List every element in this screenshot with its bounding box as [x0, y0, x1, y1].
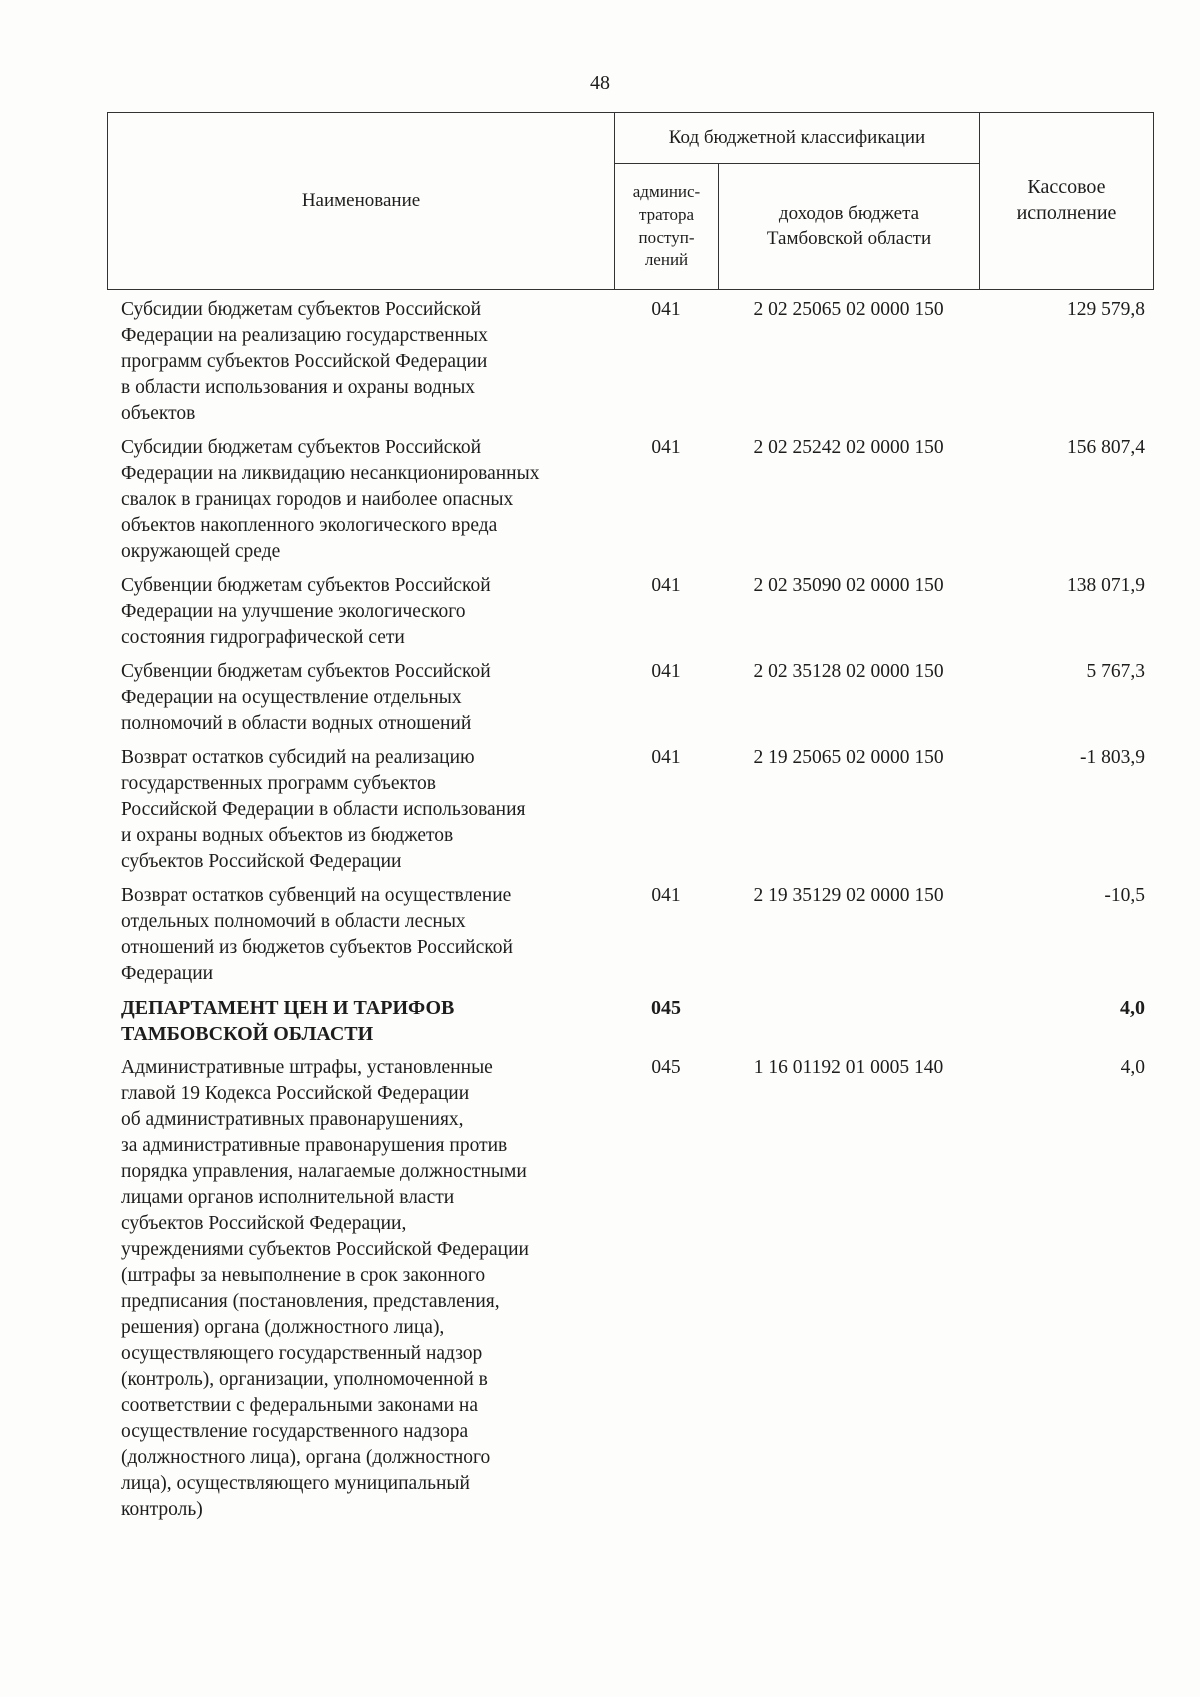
row-income-code: 2 02 25065 02 0000 150 [753, 299, 944, 320]
header-code-group [615, 113, 980, 164]
row-name: Субвенции бюджетам субъектов Российской Федерации на улучшение экологического состояния гидрографической сети [121, 575, 491, 648]
row-name: Административные штрафы, установленные главой 19 Кодекса Российской Федерации об административных правонарушениях, за административные правонарушения против порядка управления, налагаемые должностными лицами органов исполнительной власти субъектов Российской Федерации, учреждениями субъектов Российской Федерации (штрафы за невыполнение в срок законного предписания (постановления, представления, решения) органа (должностного лица), осуществляющего государственный надзор (контроль), организации, уполномоченной в соответствии с федеральными законами на осуществление государственного надзора (должностного лица), органа (должностного лица), осуществляющего муниципальный контроль) [121, 1057, 529, 1520]
row-admin-code: 041 [651, 661, 681, 682]
row-amount: -1 803,9 [1080, 747, 1145, 768]
table-row [107, 297, 1153, 435]
row-admin-code: 045 [651, 1057, 681, 1078]
row-name: Возврат остатков субвенций на осуществление отдельных полномочий в области лесных отношений из бюджетов субъектов Российской Федерации [121, 885, 513, 984]
table-row [107, 573, 1153, 659]
row-name: Возврат остатков субсидий на реализацию государственных программ субъектов Российской Федерации в области использования и охраны водных объектов из бюджетов субъектов Российской Федерации [121, 747, 526, 872]
header-execution-text: Кассовое исполнение [1016, 176, 1117, 224]
header-admin-text: админис- тратора поступ- лений [632, 181, 701, 270]
row-income-code: 2 02 35090 02 0000 150 [753, 575, 944, 596]
row-admin-code: 041 [651, 747, 681, 768]
header-income [719, 164, 980, 290]
row-amount: 138 071,9 [1067, 575, 1145, 596]
row-name: Субвенции бюджетам субъектов Российской Федерации на осуществление отдельных полномочий в области водных отношений [121, 661, 491, 734]
row-amount: 4,0 [1120, 1057, 1145, 1078]
table-body [107, 297, 1153, 1531]
row-amount: 5 767,3 [1086, 661, 1145, 682]
budget-table [107, 112, 1153, 1531]
row-amount: 129 579,8 [1067, 299, 1145, 320]
row-income-code: 2 02 35128 02 0000 150 [753, 661, 944, 682]
department-admin-code: 045 [651, 997, 681, 1019]
header-execution [980, 113, 1154, 290]
row-amount: 156 807,4 [1067, 437, 1145, 458]
row-amount: -10,5 [1104, 885, 1145, 906]
row-admin-code: 041 [651, 299, 681, 320]
row-admin-code: 041 [651, 437, 681, 458]
row-name: Субсидии бюджетам субъектов Российской Федерации на ликвидацию несанкционированных свалок в границах городов и наиболее опасных объектов накопленного экологического вреда окружающей среде [121, 437, 540, 562]
row-name: Субсидии бюджетам субъектов Российской Федерации на реализацию государственных программ субъектов Российской Федерации в области использования и охраны водных объектов [121, 299, 488, 424]
header-income-text: доходов бюджета Тамбовской области [766, 203, 932, 249]
row-income-code: 2 02 25242 02 0000 150 [753, 437, 944, 458]
table-row [107, 435, 1153, 573]
header-admin [615, 164, 719, 290]
header-name-text: Наименование [301, 189, 421, 211]
department-name: ДЕПАРТАМЕНТ ЦЕН И ТАРИФОВ ТАМБОВСКОЙ ОБЛАСТИ [121, 997, 455, 1045]
row-income-code: 2 19 25065 02 0000 150 [753, 747, 944, 768]
row-income-code: 1 16 01192 01 0005 140 [753, 1057, 944, 1078]
row-admin-code: 041 [651, 885, 681, 906]
table-row [107, 659, 1153, 745]
header-name [108, 113, 615, 290]
row-admin-code: 041 [651, 575, 681, 596]
table-row [107, 883, 1153, 995]
table-row-department [107, 995, 1153, 1055]
table-row [107, 745, 1153, 883]
header-code-group-text: Код бюджетной классификации [668, 126, 926, 148]
row-income-code: 2 19 35129 02 0000 150 [753, 885, 944, 906]
page-number: 48 [590, 72, 610, 94]
table-header [107, 112, 1154, 290]
department-income-code [718, 995, 979, 1055]
table-row [107, 1055, 1153, 1531]
department-amount: 4,0 [1120, 997, 1145, 1019]
